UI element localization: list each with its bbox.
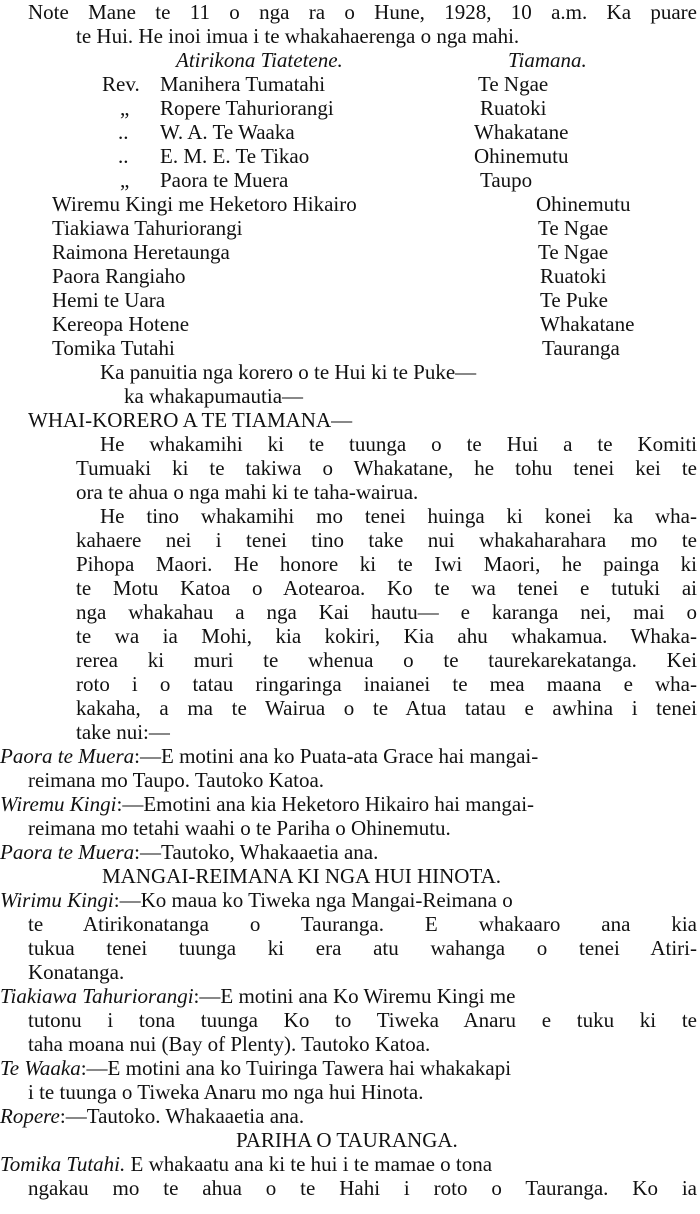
ditto-mark: „ bbox=[120, 168, 130, 192]
speaker-entry bbox=[0, 984, 515, 1008]
column-header-archdeaconry: Atirikona Tiatetene. bbox=[176, 48, 343, 72]
speaker-name: Tiakiawa Tahuriorangi bbox=[0, 984, 194, 1008]
section-heading: MANGAI-REIMANA KI NGA HUI HINOTA. bbox=[102, 864, 502, 888]
ditto-mark: „ bbox=[120, 96, 130, 120]
speaker-entry bbox=[0, 792, 534, 816]
text-line: rerea ki muri te whenua o te taurekarekatanga. Kei bbox=[76, 648, 697, 672]
text-line: ka whakapumautia— bbox=[124, 384, 304, 408]
member-place: Ohinemutu bbox=[474, 144, 569, 168]
text-line: take nui:— bbox=[76, 720, 170, 744]
text-line: reimana mo tetahi waahi o te Pariha o Ohinemutu. bbox=[28, 816, 451, 840]
member-place: Whakatane bbox=[540, 312, 635, 336]
member-name: Manihera Tumatahi bbox=[160, 72, 326, 96]
speaker-text: E whakaatu ana ki te hui i te mamae o tona bbox=[125, 1152, 493, 1176]
member-name: Tomika Tutahi bbox=[52, 336, 175, 360]
speaker-entry bbox=[0, 1104, 304, 1128]
speaker-entry bbox=[0, 888, 513, 912]
text-line: reimana mo Taupo. Tautoko Katoa. bbox=[28, 768, 325, 792]
ditto-mark: .. bbox=[118, 120, 129, 144]
member-place: Te Puke bbox=[540, 288, 608, 312]
member-name: W. A. Te Waaka bbox=[160, 120, 295, 144]
speaker-text: :—Tautoko. Whakaaetia ana. bbox=[59, 1104, 305, 1128]
text-line: Pihopa Maori. He honore ki te Iwi Maori, he painga ki bbox=[76, 552, 697, 576]
title-rev: Rev. bbox=[102, 72, 140, 96]
member-place: Te Ngae bbox=[538, 216, 609, 240]
text-line: Tumuaki ki te takiwa o Whakatane, he tohu tenei kei te bbox=[76, 456, 697, 480]
speaker-text: :—Ko maua ko Tiweka nga Mangai-Reimana o bbox=[113, 888, 513, 912]
text-line: ngakau mo te ahua o te Hahi i roto o Tauranga. Ko ia bbox=[28, 1176, 697, 1200]
text-line: nga whakahau a nga Kai hautu— e karanga nei, mai o bbox=[76, 600, 697, 624]
member-place: Ruatoki bbox=[540, 264, 607, 288]
member-place: Te Ngae bbox=[538, 240, 609, 264]
speaker-name: Paora te Muera bbox=[0, 744, 135, 768]
speaker-name: Te Waaka bbox=[0, 1056, 81, 1080]
text-line: kahaere nei i tenei tino take nui whakaharahara mo te bbox=[76, 528, 697, 552]
speaker-name: Ropere bbox=[0, 1104, 60, 1128]
text-line: kakaha, a ma te Wairua o te Atua tatau e awhina i tenei bbox=[76, 696, 697, 720]
text-line: te Motu Katoa o Aotearoa. Ko te wa tenei e tutuki ai bbox=[76, 576, 697, 600]
member-name: Raimona Heretaunga bbox=[52, 240, 230, 264]
text-line: Konatanga. bbox=[28, 960, 125, 984]
member-name: Hemi te Uara bbox=[52, 288, 166, 312]
ditto-mark: .. bbox=[118, 144, 129, 168]
speaker-entry bbox=[0, 744, 538, 768]
speaker-text: :—E motini ana ko Tuiringa Tawera hai whakakapi bbox=[80, 1056, 512, 1080]
speaker-name: Wirimu Kingi bbox=[0, 888, 114, 912]
member-name: Tiakiawa Tahuriorangi bbox=[52, 216, 243, 240]
speaker-name: Paora te Muera bbox=[0, 840, 135, 864]
text-line: Ka panuitia nga korero o te Hui ki te Puke— bbox=[100, 360, 477, 384]
speaker-text: :—Tautoko, Whakaaetia ana. bbox=[134, 840, 379, 864]
speaker-entry bbox=[0, 840, 378, 864]
speaker-entry bbox=[0, 1152, 492, 1176]
text-line: roto i o tatau ringaringa inaianei te mea maana e wha- bbox=[76, 672, 697, 696]
text-line: He whakamihi ki te tuunga o te Hui a te Komiti bbox=[100, 432, 697, 456]
speaker-name: Tomika Tutahi. bbox=[0, 1152, 126, 1176]
member-name: Ropere Tahuriorangi bbox=[160, 96, 334, 120]
text-line: tukua tenei tuunga ki era atu wahanga o tenei Atiri- bbox=[28, 936, 697, 960]
text-line: ora te ahua o nga mahi ki te taha-wairua. bbox=[76, 480, 419, 504]
member-place: Te Ngae bbox=[478, 72, 549, 96]
speaker-name: Wiremu Kingi bbox=[0, 792, 117, 816]
speaker-text: :—E motini ana ko Puata-ata Grace hai mangai- bbox=[134, 744, 539, 768]
member-name: Paora Rangiaho bbox=[52, 264, 186, 288]
member-place: Tauranga bbox=[542, 336, 620, 360]
text-line: i te tuunga o Tiweka Anaru mo nga hui Hinota. bbox=[28, 1080, 424, 1104]
member-name: Kereopa Hotene bbox=[52, 312, 190, 336]
text-line: Note Mane te 11 o nga ra o Hune, 1928, 10 a.m. Ka puare bbox=[28, 0, 697, 24]
speaker-entry bbox=[0, 1056, 511, 1080]
speaker-text: :—Emotini ana kia Heketoro Hikairo hai mangai- bbox=[116, 792, 535, 816]
section-heading: WHAI-KORERO A TE TIAMANA— bbox=[28, 408, 353, 432]
text-line: te wa ia Mohi, kia kokiri, Kia ahu whakamua. Whaka- bbox=[76, 624, 697, 648]
text-line: tutonu i tona tuunga Ko to Tiweka Anaru e tuku ki te bbox=[28, 1008, 697, 1032]
section-heading: PARIHA O TAURANGA. bbox=[236, 1128, 458, 1152]
text-line: te Atirikonatanga o Tauranga. E whakaaro ana kia bbox=[28, 912, 697, 936]
text-line: He tino whakamihi mo tenei huinga ki konei ka wha- bbox=[100, 504, 697, 528]
member-name: Paora te Muera bbox=[160, 168, 289, 192]
column-header-chairman: Tiamana. bbox=[508, 48, 587, 72]
member-name: E. M. E. Te Tikao bbox=[160, 144, 310, 168]
member-place: Ohinemutu bbox=[536, 192, 631, 216]
speaker-text: :—E motini ana Ko Wiremu Kingi me bbox=[193, 984, 516, 1008]
member-name: Wiremu Kingi me Heketoro Hikairo bbox=[52, 192, 357, 216]
member-place: Ruatoki bbox=[480, 96, 547, 120]
member-place: Taupo bbox=[480, 168, 533, 192]
text-line: taha moana nui (Bay of Plenty). Tautoko Katoa. bbox=[28, 1032, 431, 1056]
text-line: te Hui. He inoi imua i te whakahaerenga o nga mahi. bbox=[76, 24, 520, 48]
member-place: Whakatane bbox=[474, 120, 569, 144]
